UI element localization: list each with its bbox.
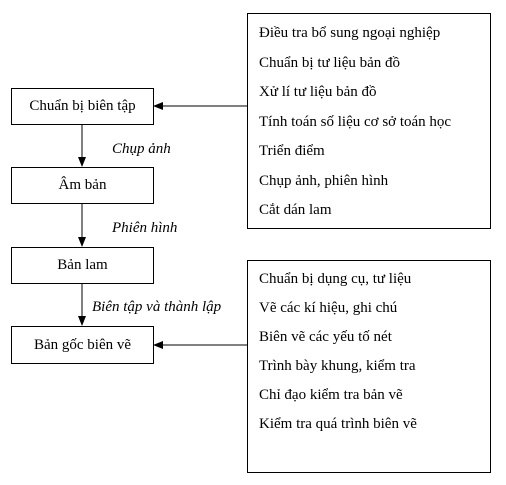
list-item: Biên vẽ các yếu tố nét	[259, 329, 392, 345]
step-label: Bản gốc biên vẽ	[33, 336, 132, 353]
list-item: Điều tra bổ sung ngoại nghiệp	[259, 25, 441, 41]
bottom-task-list	[247, 260, 491, 473]
step-label: Âm bản	[58, 177, 107, 193]
step-label: Bản lam	[57, 257, 108, 273]
transition-label-chup-anh: Chụp ảnh	[112, 141, 171, 157]
list-item: Chuẩn bị tư liệu bản đồ	[259, 55, 401, 71]
list-item: Chụp ảnh, phiên hình	[259, 173, 389, 189]
list-item: Kiểm tra quá trình biên vẽ	[259, 416, 417, 432]
list-item: Cắt dán lam	[259, 202, 332, 218]
list-item: Triển điểm	[259, 143, 325, 159]
list-item: Trình bày khung, kiểm tra	[259, 358, 416, 374]
top-task-list	[247, 13, 491, 229]
transition-label-phien-hinh: Phiên hình	[112, 220, 178, 236]
step-am-ban	[11, 167, 154, 204]
list-item: Chuẩn bị dụng cụ, tư liệu	[259, 271, 412, 287]
list-item: Xử lí tư liệu bản đồ	[259, 84, 377, 100]
transition-label-bien-tap-va-thanh-lap: Biên tập và thành lập	[92, 299, 222, 315]
step-ban-goc-bien-ve	[11, 326, 154, 364]
step-ban-lam	[11, 247, 154, 284]
list-item: Chỉ đạo kiểm tra bản vẽ	[259, 387, 403, 403]
step-label: Chuẩn bị biên tập	[29, 98, 136, 114]
list-item: Vẽ các kí hiệu, ghi chú	[259, 300, 398, 316]
step-chuan-bi-bien-tap	[11, 88, 154, 125]
list-item: Tính toán số liệu cơ sở toán học	[259, 114, 452, 130]
